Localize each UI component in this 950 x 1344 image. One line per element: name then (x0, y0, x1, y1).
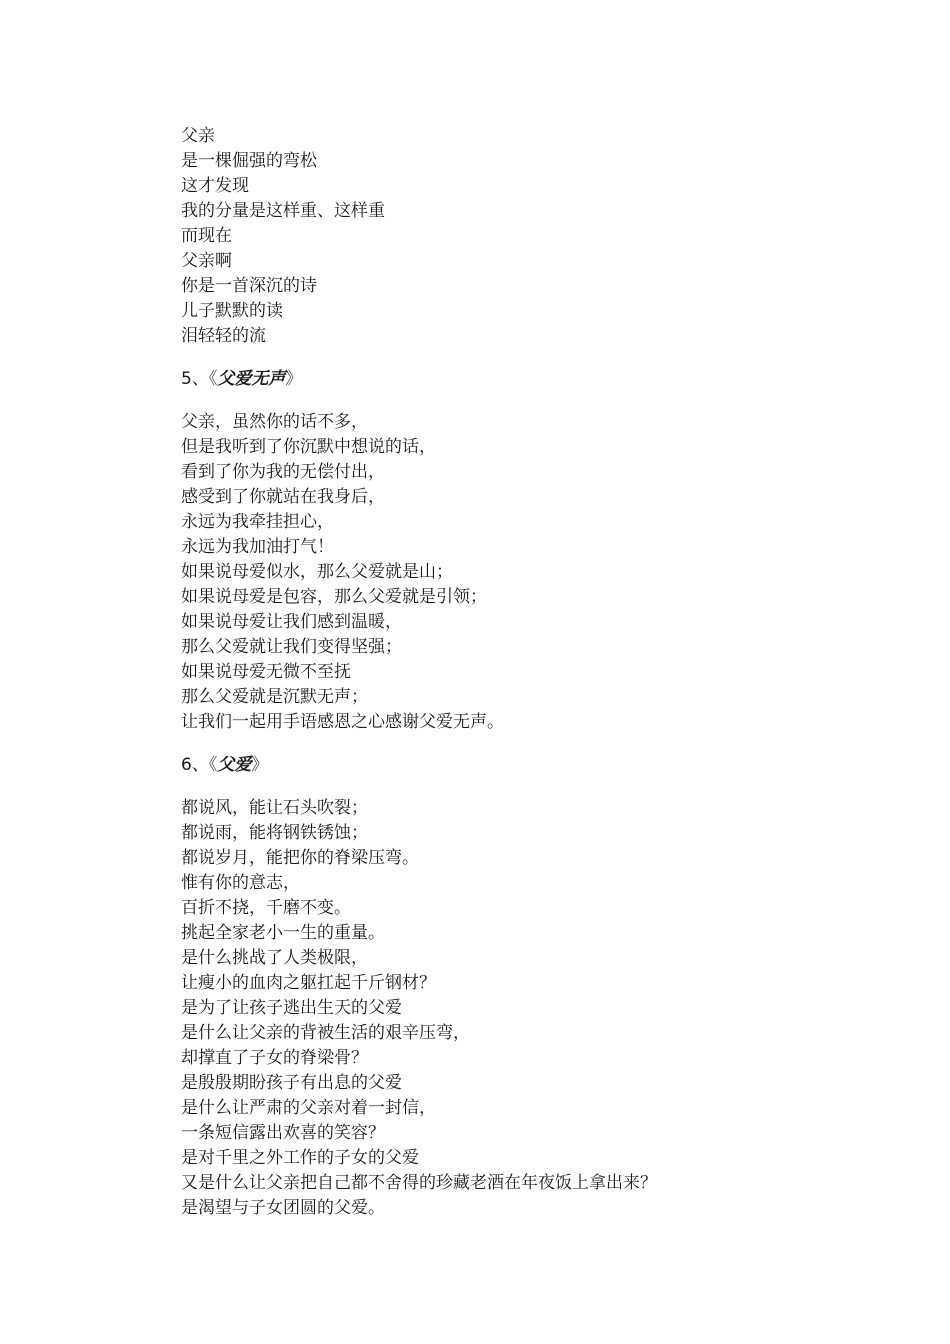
poem-line: 如果说母爱是包容，那么父爱就是引领； (181, 587, 487, 607)
poem-line: 如果说母爱似水，那么父爱就是山； (181, 562, 453, 582)
poem-line: 那么父爱就让我们变得坚强； (181, 637, 402, 657)
poem-line: 但是我听到了你沉默中想说的话， (181, 437, 436, 457)
poem-line: 是什么挑战了人类极限， (181, 948, 368, 968)
poem-line: 永远为我加油打气！ (181, 537, 334, 557)
open-bracket: 《 (208, 755, 218, 775)
poem-line: 儿子默默的读 (181, 301, 283, 321)
close-bracket: 》 (251, 755, 269, 775)
poem-line: 那么父爱就是沉默无声； (181, 687, 368, 707)
poem-line: 是什么让严肃的父亲对着一封信， (181, 1098, 436, 1118)
poem-line: 看到了你为我的无偿付出， (181, 462, 385, 482)
section-5-body (181, 410, 881, 735)
poem-line: 我的分量是这样重、这样重 (181, 201, 385, 221)
poem-line: 却撑直了子女的脊梁骨？ (181, 1048, 368, 1068)
poem-line: 父亲 (181, 126, 215, 146)
poem-line: 泪轻轻的流 (181, 326, 266, 346)
poem-line: 是什么让父亲的背被生活的艰辛压弯， (181, 1023, 470, 1043)
document-page (181, 124, 881, 1221)
section-5-heading (181, 367, 881, 392)
poem-line: 这才发现 (181, 176, 249, 196)
poem-line: 是渴望与子女团圆的父爱。 (181, 1198, 385, 1218)
section-title: 父爱 (217, 755, 252, 775)
close-bracket: 》 (285, 369, 303, 389)
section-number: 6、 (181, 755, 209, 775)
poem-line: 又是什么让父亲把自己都不舍得的珍藏老酒在年夜饭上拿出来？ (181, 1173, 657, 1193)
poem-part1 (181, 124, 881, 349)
section-number: 5、 (181, 369, 209, 389)
poem-line: 你是一首深沉的诗 (181, 276, 317, 296)
poem-line: 如果说母爱无微不至抚 (181, 662, 351, 682)
poem-line: 是一棵倔强的弯松 (181, 151, 317, 171)
poem-line: 父亲啊 (181, 251, 232, 271)
poem-line: 百折不挠，千磨不变。 (181, 898, 351, 918)
section-6-body (181, 796, 881, 1221)
poem-line: 惟有你的意志， (181, 873, 300, 893)
poem-line: 都说风，能让石头吹裂； (181, 798, 368, 818)
poem-line: 感受到了你就站在我身后， (181, 487, 385, 507)
poem-line: 是殷殷期盼孩子有出息的父爱 (181, 1073, 402, 1093)
poem-line: 都说岁月，能把你的脊梁压弯。 (181, 848, 419, 868)
poem-line: 是对千里之外工作的子女的父爱 (181, 1148, 419, 1168)
poem-line: 让我们一起用手语感恩之心感谢父爱无声。 (181, 712, 504, 732)
poem-line: 挑起全家老小一生的重量。 (181, 923, 385, 943)
poem-line: 而现在 (181, 226, 232, 246)
open-bracket: 《 (208, 369, 218, 389)
poem-line: 让瘦小的血肉之躯扛起千斤钢材？ (181, 973, 436, 993)
poem-line: 一条短信露出欢喜的笑容？ (181, 1123, 385, 1143)
section-title: 父爱无声 (217, 369, 286, 389)
poem-line: 都说雨，能将钢铁锈蚀； (181, 823, 368, 843)
poem-line: 永远为我牵挂担心， (181, 512, 334, 532)
section-6-heading (181, 753, 881, 778)
poem-line: 父亲，虽然你的话不多， (181, 412, 368, 432)
poem-line: 如果说母爱让我们感到温暖， (181, 612, 402, 632)
poem-line: 是为了让孩子逃出生天的父爱 (181, 998, 402, 1018)
